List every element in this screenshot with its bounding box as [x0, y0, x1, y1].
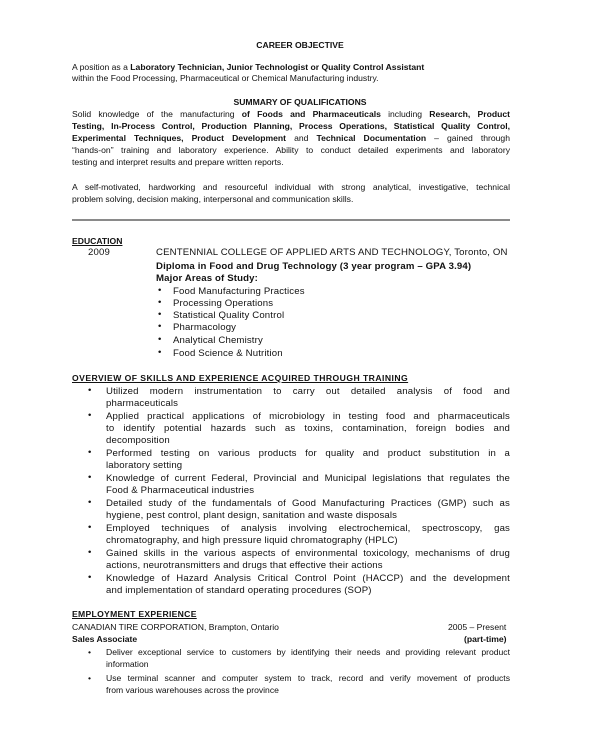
list-item-label: Analytical Chemistry: [173, 335, 263, 346]
employment-item-1-line-0: Use terminal scanner and computer system to track, record and verify movement of products: [106, 673, 510, 683]
summary-line-1: [72, 109, 510, 119]
employment-type: (part-time): [464, 634, 507, 644]
list-item: •: [158, 334, 162, 345]
employment-item-1-line-1: from various warehouses across the province: [106, 685, 279, 695]
skills-item-1-line-1: to identify potential hazards such as toxins, contamination, foreign bodies and: [106, 423, 510, 434]
bullet: •: [88, 647, 92, 657]
employment-company: CANADIAN TIRE CORPORATION: [72, 622, 204, 632]
skills-item-5-line-0: Employed techniques of analysis involving electrochemical, spectroscopy, gas: [106, 523, 510, 534]
bullet: •: [88, 572, 92, 583]
list-item: •: [158, 309, 162, 320]
bullet: •: [88, 385, 92, 396]
skills-item-3-line-0: Knowledge of current Federal, Provincial and Municipal legislations that regulates the: [106, 473, 510, 484]
summary-p2-line-1: A self-motivated, hardworking and resourceful individual with strong analytical, investigative, technical: [72, 182, 510, 192]
employment-location: , Brampton, Ontario: [203, 622, 279, 632]
skills-item-3-line-1: Food & Pharmaceutical industries: [106, 485, 255, 496]
education-heading: EDUCATION: [72, 236, 123, 246]
skills-item-4-line-0: Detailed study of the fundamentals of Good Manufacturing Practices (GMP) such as: [106, 498, 510, 509]
career-objective-heading: CAREER OBJECTIVE: [256, 40, 344, 50]
list-item-label: Food Science & Nutrition: [173, 348, 283, 359]
skills-item-4-line-1: hygiene, pest control, plant design, sanitation and waste disposals: [106, 510, 398, 521]
summary-bold-text: of Foods and Pharmaceuticals: [241, 109, 381, 119]
career-objective-line-2: within the Food Processing, Pharmaceutical or Chemical Manufacturing industry.: [72, 73, 379, 83]
employment-item-0-line-1: information: [106, 659, 149, 669]
list-item: •: [158, 297, 162, 308]
bullet: •: [88, 472, 92, 483]
skills-heading: OVERVIEW OF SKILLS AND EXPERIENCE ACQUIRED THROUGH TRAINING: [72, 373, 409, 383]
skills-item-2-line-1: laboratory setting: [106, 460, 183, 471]
list-item: •: [158, 321, 162, 332]
skills-item-6-line-0: Gained skills in the various aspects of environmental toxicology, mechanisms of drug: [106, 548, 510, 559]
employment-dates: 2005 – Present: [448, 622, 507, 632]
summary-line-5: testing and interpret results and prepare written reports.: [72, 157, 284, 167]
summary-text: and: [286, 133, 317, 143]
education-areas-heading: Major Areas of Study:: [156, 273, 258, 284]
employment-title: Sales Associate: [72, 634, 138, 644]
bullet: •: [88, 497, 92, 508]
employment-item-0-line-0: Deliver exceptional service to customers by identifying their needs and providing relevant product: [106, 647, 510, 657]
section-divider: [72, 219, 510, 221]
summary-p2-line-2: problem solving, decision making, interpersonal and communication skills.: [72, 194, 354, 204]
education-year: 2009: [88, 247, 110, 258]
summary-line-3: [72, 133, 510, 143]
career-prefix: A position as a: [72, 62, 131, 72]
career-positions: Laboratory Technician, Junior Technologist or Quality Control Assistant: [130, 62, 425, 72]
bullet: •: [88, 673, 92, 683]
skills-item-0-line-0: Utilized modern instrumentation to carry out detailed analysis of food and: [106, 386, 510, 397]
bullet: •: [88, 522, 92, 533]
summary-text: – gained through: [426, 133, 510, 143]
summary-line-2: Testing, In-Process Control, Production Planning, Process Operations, Statistical Quality Control,: [72, 121, 510, 131]
summary-heading: SUMMARY OF QUALIFICATIONS: [233, 97, 367, 107]
skills-item-6-line-1: actions, neurotransmitters and drugs that effective their actions: [106, 560, 383, 571]
bullet: •: [88, 410, 92, 421]
career-objective-line-1: [72, 62, 510, 72]
skills-item-5-line-1: chromatography, and high pressure liquid chromatography (HPLC): [106, 535, 398, 546]
skills-item-7-line-1: and implementation of standard operating procedures (SOP): [106, 585, 372, 596]
employment-heading: EMPLOYMENT EXPERIENCE: [72, 609, 197, 619]
summary-bold-text: Technical Documentation: [316, 133, 427, 143]
education-diploma: Diploma in Food and Drug Technology (3 year program – GPA 3.94): [156, 261, 472, 272]
list-item-label: Processing Operations: [173, 298, 274, 309]
summary-bold-text: Experimental Techniques, Product Development: [72, 133, 287, 143]
skills-item-2-line-0: Performed testing on various products for quality and product substitution in a: [106, 448, 510, 459]
list-item: •: [158, 285, 162, 296]
list-item-label: Statistical Quality Control: [173, 310, 285, 321]
summary-text: Solid knowledge of the manufacturing: [72, 109, 242, 119]
education-school: CENTENNIAL COLLEGE OF APPLIED ARTS AND TECHNOLOGY, Toronto, ON: [156, 247, 508, 258]
summary-line-4: “hands-on” training and laboratory experience. Ability to conduct detailed experiments and laboratory: [72, 145, 510, 155]
skills-item-1-line-2: decomposition: [106, 435, 170, 446]
skills-item-0-line-1: pharmaceuticals: [106, 398, 179, 409]
employment-company-line: [72, 622, 279, 632]
summary-text: including: [380, 109, 430, 119]
list-item-label: Pharmacology: [173, 322, 237, 333]
bullet: •: [88, 447, 92, 458]
summary-bold-text: Research, Product: [429, 109, 510, 119]
skills-item-1-line-0: Applied practical applications of microbiology in testing food and pharmaceuticals: [106, 411, 510, 422]
bullet: •: [88, 547, 92, 558]
list-item-label: Food Manufacturing Practices: [173, 286, 305, 297]
list-item: •: [158, 347, 162, 358]
skills-item-7-line-0: Knowledge of Hazard Analysis Critical Control Point (HACCP) and the development: [106, 573, 510, 584]
